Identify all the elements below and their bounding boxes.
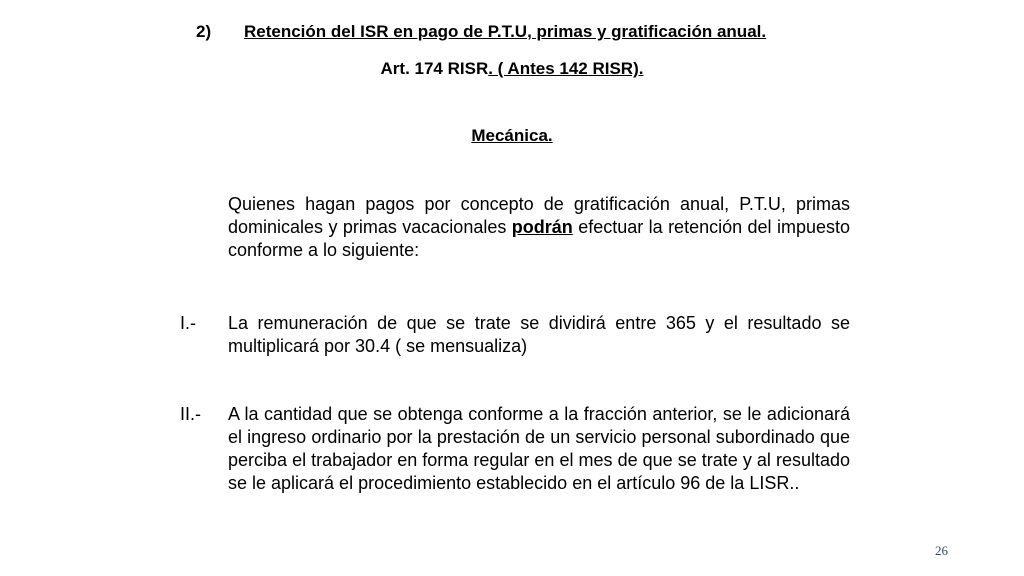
section-heading bbox=[196, 21, 766, 43]
item-1-label: I.- bbox=[180, 313, 196, 333]
page-number: 26 bbox=[935, 543, 948, 558]
article-reference bbox=[0, 58, 1024, 80]
item-2-text: A la cantidad que se obtenga conforme a la fracción anterior, se le adicionará el ingreso ordinario por la prestación de un servicio personal subordinado que perciba el trabajador en forma regular en el mes de que se trate y al resultado se le aplicará el procedimiento establecido en el artículo 96 de la LISR.. bbox=[228, 404, 850, 493]
intro-after: efectuar la retención del impuesto conforme a lo siguiente: bbox=[228, 217, 850, 260]
subtitle: Mecánica. bbox=[471, 126, 553, 145]
section-number: 2) bbox=[196, 22, 212, 41]
article-previous: . ( Antes 142 RISR). bbox=[488, 59, 644, 78]
section-title: Retención del ISR en pago de P.T.U, primas y gratificación anual. bbox=[244, 22, 767, 41]
article-main: Art. 174 RISR bbox=[380, 59, 489, 78]
intro-paragraph bbox=[228, 193, 850, 262]
item-2-label: II.- bbox=[180, 404, 201, 424]
intro-before: Quienes hagan pagos por concepto de gratificación anual, P.T.U, primas dominicales y primas vacacionales bbox=[228, 194, 850, 237]
intro-emphasis: podrán bbox=[511, 217, 573, 237]
item-1-text: La remuneración de que se trate se dividirá entre 365 y el resultado se multiplicará por 30.4 ( se mensualiza) bbox=[228, 313, 850, 356]
